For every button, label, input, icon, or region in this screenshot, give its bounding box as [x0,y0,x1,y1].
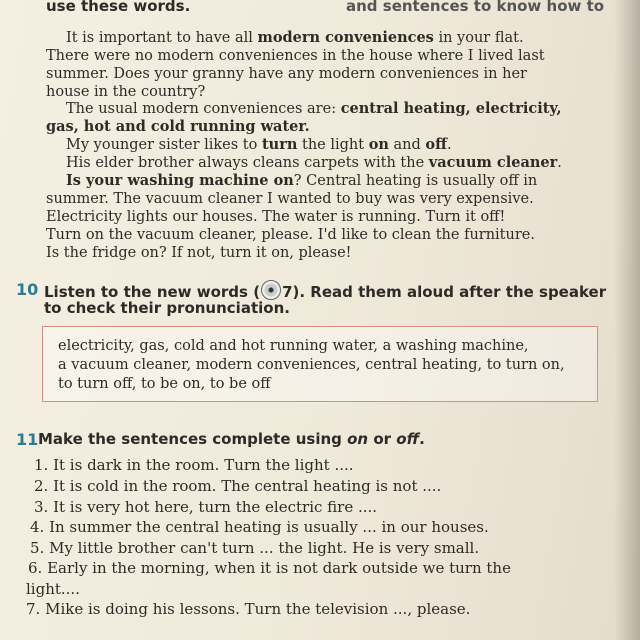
vocab-line-2: a vacuum cleaner, modern conveniences, central heating, to turn on, [58,357,565,373]
exercise-number-11: 11 [16,430,39,449]
text-line-5: The usual modern conveniences are: central heating, electricity, [66,100,562,117]
vocab-line-1: electricity, gas, cold and hot running water, a washing machine, [58,338,529,354]
text-line-7: My younger sister likes to turn the light on and off. [66,136,452,153]
exercise-10-title: Listen to the new words ( 7). Read them aloud after the speaker [44,280,606,301]
text-line-4: house in the country? [46,84,206,100]
list-item: 7. Mike is doing his lessons. Turn the television ..., please. [26,600,471,618]
text-line-12: Turn on the vacuum cleaner, please. I'd like to clean the furniture. [46,227,535,243]
exercise-11-title: Make the sentences complete using on or off. [38,430,425,448]
section-header-partial: use these words. and sentences to know how to [46,0,605,15]
text-line-2: There were no modern conveniences in the house where I lived last [46,48,545,64]
list-item: 1. It is dark in the room. Turn the light .... [34,456,354,474]
text-line-13: Is the fridge on? If not, turn it on, please! [46,245,352,261]
list-item-continuation: light.... [26,580,80,598]
text-line-8: His elder brother always cleans carpets with the vacuum cleaner. [66,154,562,171]
list-item: 4. In summer the central heating is usually ... in our houses. [30,518,489,536]
exercise-number-10: 10 [16,280,39,299]
exercise-10-title-line2: to check their pronunciation. [44,299,290,317]
vocabulary-box [42,326,598,402]
page-edge-shadow [614,0,640,640]
vocab-line-3: to turn off, to be on, to be off [58,376,271,392]
list-item: 2. It is cold in the room. The central heating is not .... [34,477,442,495]
audio-disc-icon [261,280,281,300]
text-line-1: It is important to have all modern conveniences in your flat. [66,29,524,46]
list-item: 6. Early in the morning, when it is not dark outside we turn the [28,559,511,577]
list-item: 3. It is very hot here, turn the electric fire .... [34,498,378,516]
text-line-6: gas, hot and cold running water. [46,118,310,135]
text-line-3: summer. Does your granny have any modern conveniences in her [46,66,527,82]
text-line-11: Electricity lights our houses. The water is running. Turn it off! [46,209,506,225]
text-line-9: Is your washing machine on? Central heating is usually off in [66,172,538,189]
list-item: 5. My little brother can't turn ... the light. He is very small. [30,539,480,557]
text-line-10: summer. The vacuum cleaner I wanted to buy was very expensive. [46,191,534,207]
